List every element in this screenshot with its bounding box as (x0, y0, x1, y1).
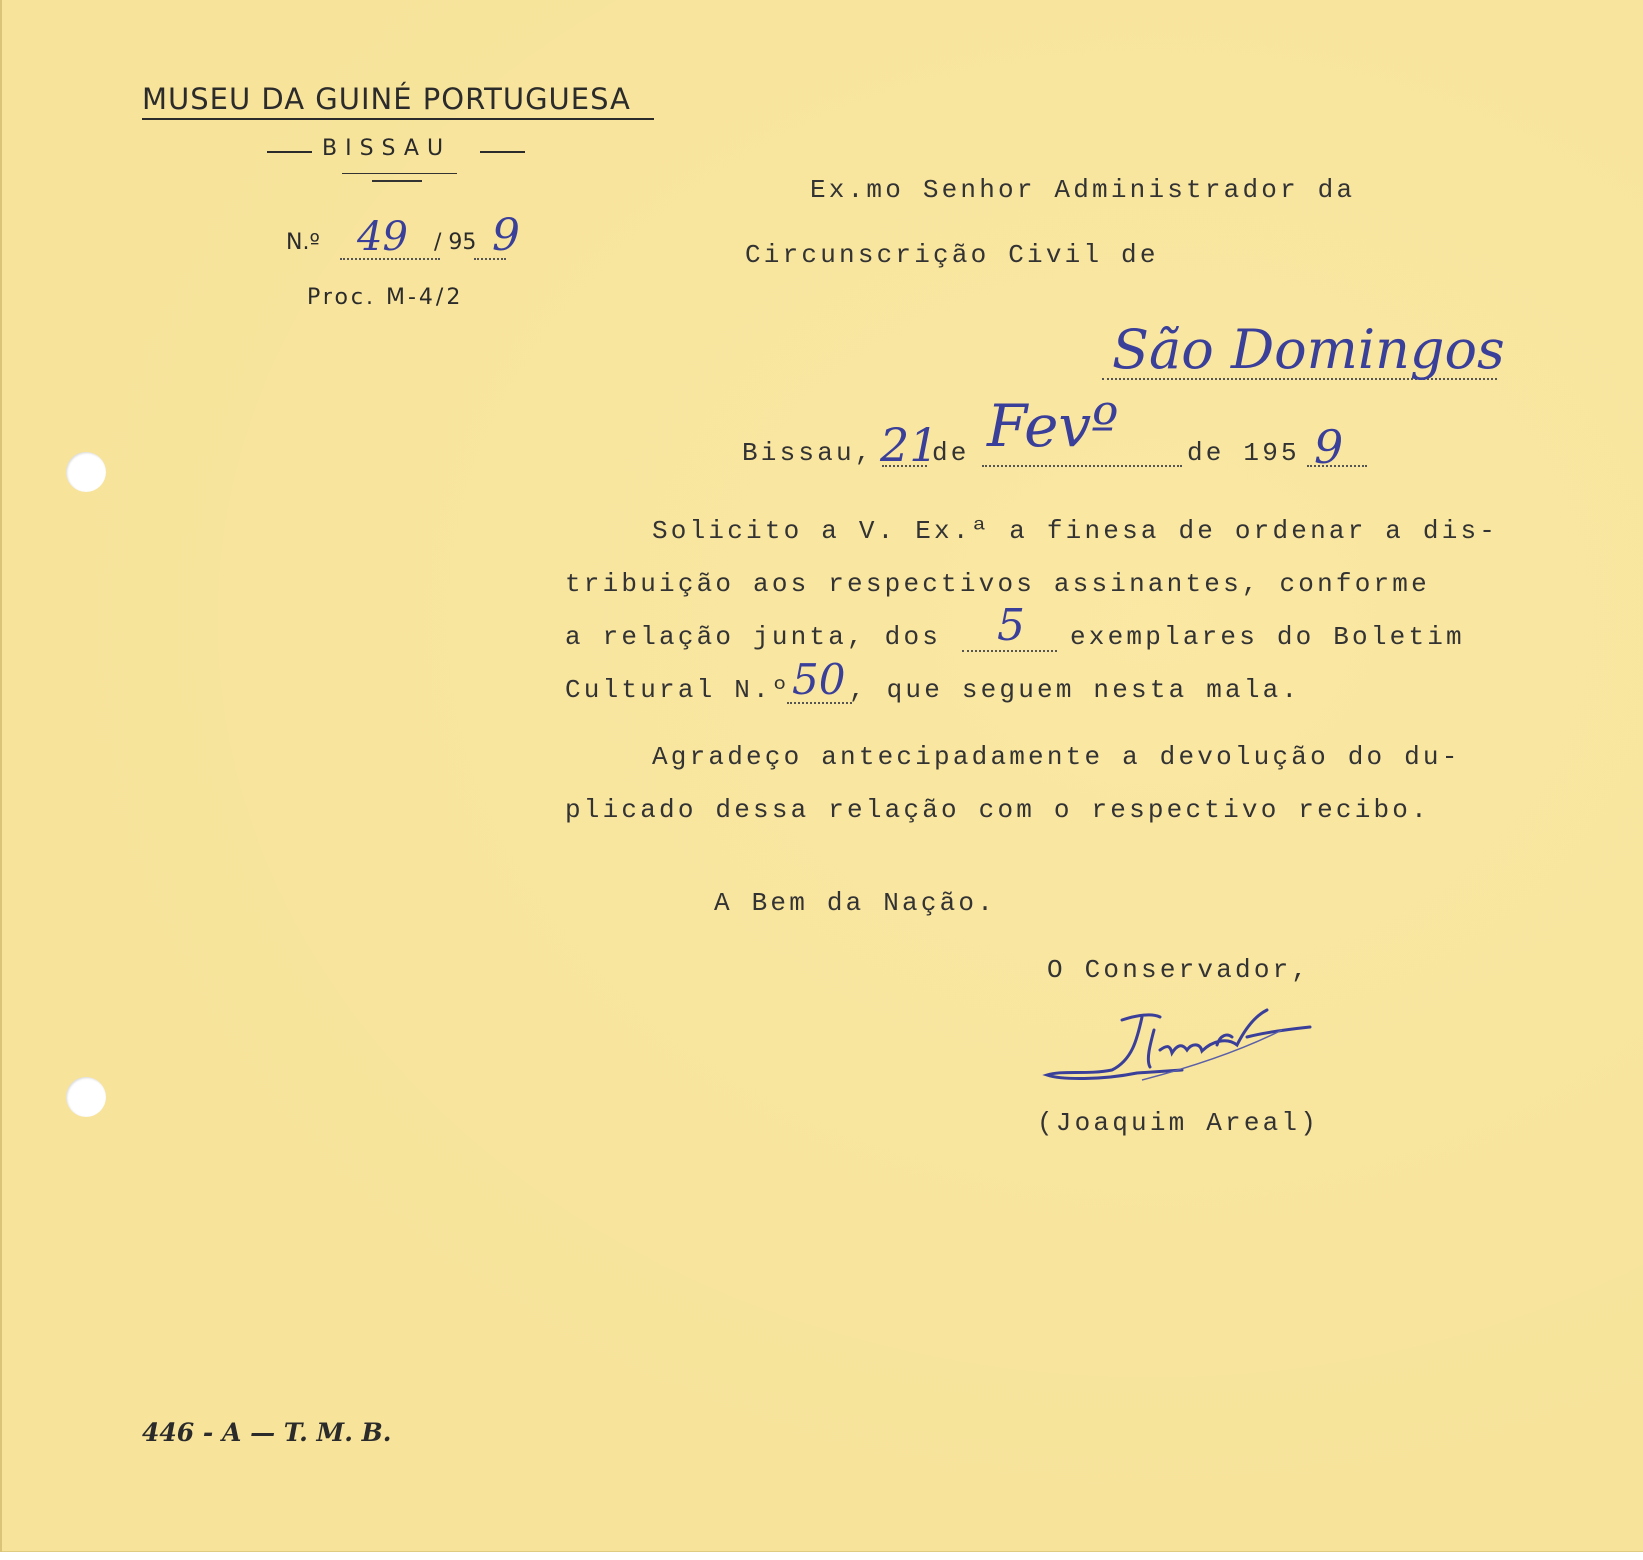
city-dash-right (480, 151, 525, 153)
date-de-2: de 195 (1187, 438, 1300, 468)
body-p1-line-4a: Cultural N.º (565, 675, 791, 705)
punch-hole-bottom (66, 1077, 106, 1117)
reference-year-printed: / 95 (434, 230, 477, 255)
closing-salutation: A Bem da Nação. (714, 888, 997, 918)
addressee-line-1: Ex.mo Senhor Administrador da (810, 175, 1356, 205)
letterhead-rule (142, 118, 654, 120)
body-p1-line-3b: exemplares do Boletim (1070, 622, 1465, 652)
copies-count-handwritten: 5 (997, 600, 1025, 651)
date-day-handwritten: 21 (880, 418, 939, 472)
date-month-handwritten: Fevº (987, 392, 1119, 460)
letterhead-ornament-rule (342, 173, 457, 174)
addressee-line-2: Circunscrição Civil de (745, 240, 1159, 270)
body-p1-line-2: tribuição aos respectivos assinantes, conforme (565, 569, 1430, 599)
body-p2-line-1: Agradeço antecipadamente a devolução do du- (652, 742, 1461, 772)
institution-name: MUSEU DA GUINÉ PORTUGUESA (142, 82, 631, 116)
letterhead-city: BISSAU (322, 136, 452, 161)
date-month-dots (982, 465, 1182, 467)
body-p2-line-2: plicado dessa relação com o respectivo recibo. (565, 795, 1430, 825)
process-reference: Proc. M-4/2 (307, 285, 464, 310)
punch-hole-top (66, 452, 106, 492)
reference-number-label: N.º (286, 230, 320, 255)
closing-title: O Conservador, (1047, 955, 1311, 985)
issue-number-handwritten: 50 (792, 655, 846, 704)
signature (1042, 975, 1332, 1095)
body-p1-line-4b: , que seguem nesta mala. (849, 675, 1301, 705)
signatory-name: (Joaquim Areal) (1037, 1108, 1320, 1138)
body-p1-line-3a: a relação junta, dos (565, 622, 942, 652)
date-place: Bissau, (742, 438, 874, 468)
form-code: 446 - A — T. M. B. (142, 1418, 392, 1447)
reference-year-handwritten: 9 (492, 210, 520, 261)
body-p1-line-1: Solicito a V. Ex.ª a finesa de ordenar a dis- (652, 516, 1499, 546)
letterhead-ornament-bar (372, 180, 422, 182)
addressee-place-handwritten: São Domingos (1112, 318, 1505, 381)
date-de-1: de (932, 438, 970, 468)
city-dash-left (267, 151, 312, 153)
reference-number-handwritten: 49 (357, 214, 408, 260)
date-year-handwritten: 9 (1314, 420, 1344, 474)
